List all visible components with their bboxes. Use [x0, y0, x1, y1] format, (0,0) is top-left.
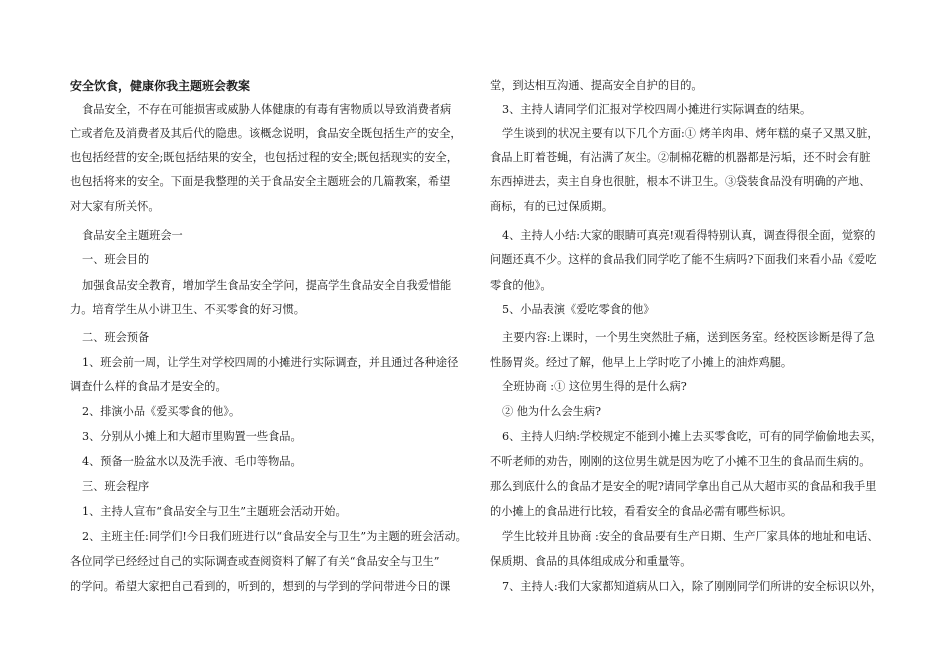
paragraph-line: 性肠胃炎。经过了解，他早上上学时吃了小摊上的油炸鸡腿。: [490, 356, 793, 369]
paragraph-line: 零食的他》。: [490, 279, 552, 292]
paragraph-line: 1、班会前一周，让学生对学校四周的小摊进行实际调查，并且通过各种途径: [82, 356, 459, 369]
paragraph-line: 保质期、食品的具体组成成分和重量等。: [490, 555, 692, 568]
paragraph-line: 亡或者危及消费者及其后代的隐患。该概念说明，食品安全既包括生产的安全，: [70, 127, 462, 140]
paragraph-line: 全班协商 :① 这位男生得的是什么病?: [502, 380, 687, 393]
paragraph-line: ② 他为什么会生病?: [502, 405, 602, 418]
paragraph-line: 力。培育学生从小讲卫生、不买零食的好习惯。: [70, 303, 305, 316]
paragraph-line: 主要内容:上课时，一个男生突然肚子痛，送到医务室。经校医诊断是得了急: [502, 331, 875, 344]
paragraph-line: 那么到底什么的食品才是安全的呢?请同学拿出自己从大超市买的食品和我手里: [490, 480, 877, 493]
document-title: 安全饮食，健康你我主题班会教案: [70, 79, 251, 93]
paragraph-line: 不听老师的劝告，刚刚的这位男生就是因为吃了小摊不卫生的食品而生病的。: [490, 455, 871, 468]
list-item: 4、主持人小结:大家的眼睛可真亮!观看得特别认真，调查得很全面，觉察的: [502, 229, 876, 242]
section-heading: 一、班会目的: [82, 253, 150, 266]
paragraph-line: 问题还真不少。这样的食品我们同学吃了能不生病吗?下面我们来看小品《爱吃: [490, 253, 877, 266]
list-item: 5、小品表演《爱吃零食的他》: [502, 303, 655, 316]
paragraph-line: 学生谈到的状况主要有以下几个方面:① 烤羊肉串、烤年糕的桌子又黑又脏，: [502, 127, 879, 140]
list-item: 3、分别从小摊上和大超市里购置一些食品。: [82, 430, 302, 443]
paragraph-line: 堂，到达相互沟通、提高安全自护的目的。: [490, 79, 703, 92]
paragraph-line: 对大家有所关怀。: [70, 200, 160, 213]
paragraph-line: 东西掉进去，卖主自身也很脏，根本不讲卫生。③袋装食品没有明确的产地、: [490, 175, 871, 188]
paragraph-line: 调查什么样的食品才是安全的。: [70, 380, 227, 393]
section-heading: 三、班会程序: [82, 480, 150, 493]
paragraph-line: 各位同学已经经过自己的实际调查或查阅资料了解了有关“食品安全与卫生”: [70, 555, 440, 568]
paragraph-line: 商标，有的已过保质期。: [490, 200, 614, 213]
paragraph-line: 也包括经营的安全;既包括结果的安全，也包括过程的安全;既包括现实的安全，: [70, 151, 458, 164]
paragraph-line: 的学问。希望大家把自己看到的，听到的，想到的与学到的学问带进今日的课: [70, 580, 451, 593]
section-heading: 食品安全主题班会一: [82, 229, 183, 242]
paragraph-line: 加强食品安全教育，增加学生食品安全学问，提高学生食品安全自我爱惜能: [82, 279, 452, 292]
section-heading: 二、班会预备: [82, 331, 150, 344]
list-item: 6、主持人归纳:学校规定不能到小摊上去买零食吃，可有的同学偷偷地去买，: [502, 430, 883, 443]
paragraph-line: 2、主班主任:同学们!今日我们班进行以“食品安全与卫生”为主题的班会活动。: [82, 530, 467, 543]
paragraph-line: 学生比较并且协商 :安全的食品要有生产日期、生产厂家具体的地址和电话、: [502, 530, 879, 543]
paragraph-line: 也包括将来的安全。下面是我整理的关于食品安全主题班会的几篇教案，希望: [70, 175, 451, 188]
list-item: 1、主持人宣布“食品安全与卫生”主题班会活动开始。: [82, 505, 347, 518]
list-item: 7、主持人:我们大家都知道病从口入，除了刚刚同学们所讲的安全标识以外，: [502, 580, 883, 593]
list-item: 4、预备一脸盆水以及洗手液、毛巾等物品。: [82, 455, 302, 468]
list-item: 3、主持人请同学们汇报对学校四周小摊进行实际调查的结果。: [502, 103, 812, 116]
paragraph-line: 食品上盯着苍蝇，有沾满了灰尘。②制棉花糖的机器都是污垢，还不时会有脏: [490, 151, 871, 164]
paragraph-line: 食品安全，不存在可能损害或威胁人体健康的有毒有害物质以导致消费者病: [82, 103, 452, 116]
paragraph-line: 的小摊上的食品进行比较，看看安全的食品必需有哪些标识。: [490, 505, 793, 518]
list-item: 2、排演小品《爱买零食的他》。: [82, 405, 241, 418]
